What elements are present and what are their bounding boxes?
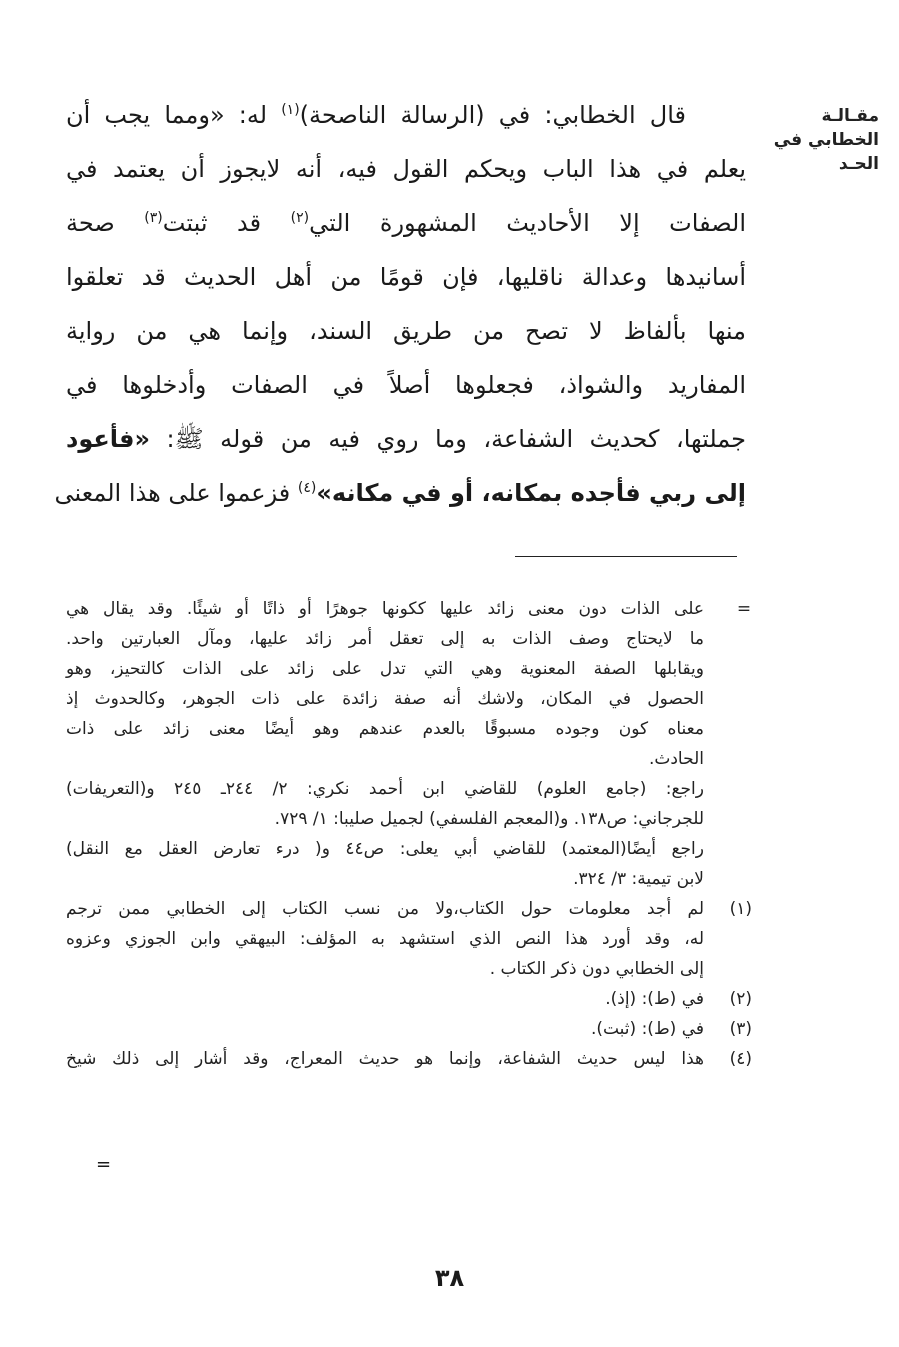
- footnote-number: (٣): [729, 1019, 752, 1039]
- footnote-ref[interactable]: (١): [281, 102, 300, 118]
- footnote-line: له، وقد أورد هذا النص الذي استشهد به المؤلف: البيهقي وابن الجوزي وعزوه: [66, 929, 704, 949]
- margin-heading-line: مقـالـة: [821, 106, 879, 126]
- text-line: أسانيدها وعدالة ناقليها، فإن قومًا من أهل الحديث قد تعلقوا: [66, 263, 746, 291]
- footnote-ref[interactable]: (٢): [290, 210, 310, 226]
- text-line: منها بألفاظ لا تصح من طريق السند، وإنما هي من رواية: [66, 317, 746, 345]
- footnote-ref[interactable]: (٣): [144, 210, 163, 226]
- footnote-number: (٢): [729, 989, 752, 1009]
- footnote-4: (٤) هذا ليس حديث الشفاعة، وإنما هو حديث المعراج، وقد أشار إلى ذلك شيخ: [66, 1044, 752, 1074]
- margin-heading-line: الحـد: [838, 154, 879, 174]
- text-line: قال الخطابي: في (الرسالة الناصحة)$^{(١)}$ له: «ومما يجب أن: [66, 101, 687, 129]
- footnote-number: (١): [729, 899, 752, 919]
- continuation-marker: =: [736, 599, 752, 619]
- footnote-line: راجع أيضًا(المعتمد) للقاضي أبي يعلى: ص٤٤ و( درء تعارض العقل مع النقل): [66, 839, 704, 859]
- footnote-2: (٢) في (ط): (إذ).: [66, 984, 752, 1014]
- text-line: المفاريد والشواذ، فجعلوها أصلاً في الصفات وأدخلوها في: [66, 371, 746, 399]
- footnotes: [66, 594, 752, 1074]
- main-text: [54, 88, 747, 520]
- text-line: إلى ربي فأجده بمكانه، أو في مكانه»$^{(٤)}$ فزعموا على هذا المعنى: [54, 479, 746, 507]
- footnote-1: (١) لم أجد معلومات حول الكتاب،ولا من نسب الكتاب إلى الخطابي ممن ترجم: [66, 894, 752, 924]
- text-line: الصفات إلا الأحاديث المشهورة التي$^{(٢)}$ قد ثبتت$^{(٣)}$ صحة: [66, 209, 747, 237]
- text-line: جملتها، كحديث الشفاعة، وما روي فيه من قوله ﷺ: «فأعود: [66, 425, 746, 453]
- hadith-quote: «فأعود: [66, 425, 150, 453]
- footnote-line: ما لايحتاج وصف الذات به إلى تعقل أمر زائد عليها، ومآل العبارتين واحد.: [66, 629, 704, 649]
- footnote-line: = على الذات دون معنى زائد عليها ككونها جوهرًا أو ذاتًا أو شيئًا. وقد يقال هي: [66, 594, 752, 624]
- footnote-number: (٤): [729, 1049, 752, 1069]
- footnote-separator: [515, 556, 737, 557]
- footnote-line: ويقابلها الصفة المعنوية وهي التي تدل على زائد على الذات كالتحيز، وهو: [66, 659, 704, 679]
- footnote-3: (٣) في (ط): (ثبت).: [66, 1014, 752, 1044]
- continuation-marker: =: [96, 1154, 112, 1175]
- hadith-quote: إلى ربي فأجده بمكانه، أو في مكانه»: [316, 479, 746, 507]
- footnote-line: الحصول في المكان، ولاشك أنه صفة زائدة على ذات الجوهر، وكالحدوث إذ: [66, 689, 704, 709]
- footnote-line: الحادث.: [648, 749, 704, 769]
- margin-heading: [773, 104, 879, 176]
- footnote-line: معناه كون وجوده مسبوقًا بالعدم عندهم وهو أيضًا معنى زائد على ذات: [66, 719, 704, 739]
- footnote-line: إلى الخطابي دون ذكر الكتاب .: [489, 959, 704, 979]
- page-number: ٣٨: [434, 1264, 465, 1292]
- footnote-line: لابن تيمية: ٣/ ٣٢٤.: [573, 869, 704, 889]
- footnote-line: للجرجاني: ص١٣٨. و(المعجم الفلسفي) لجميل صليبا: ١/ ٧٢٩.: [274, 809, 704, 829]
- footnote-ref[interactable]: (٤): [297, 480, 317, 496]
- footnote-line: راجع: (جامع العلوم) للقاضي ابن أحمد نكري: ٢/ ٢٤٤ـ ٢٤٥ و(التعريفات): [66, 779, 704, 799]
- margin-heading-line: الخطابي في: [773, 130, 879, 150]
- text-line: يعلم في هذا الباب ويحكم القول فيه، أنه لايجوز أن يعتمد في: [66, 155, 746, 183]
